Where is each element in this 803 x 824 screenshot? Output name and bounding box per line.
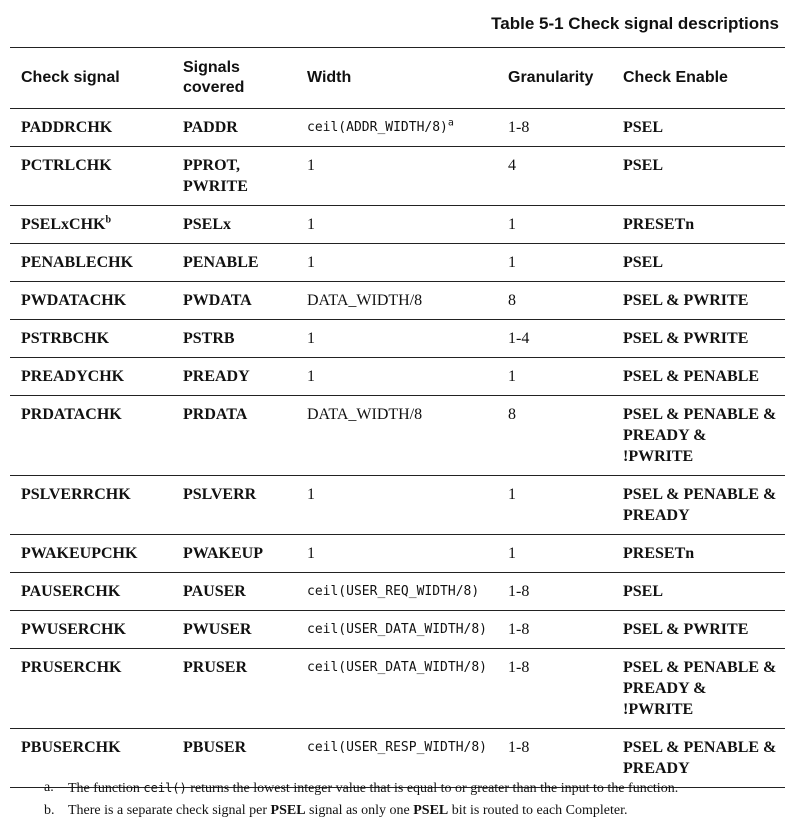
- cell-check-enable-text: PSEL & PWRITE: [623, 330, 749, 347]
- cell-check-enable: [612, 649, 785, 729]
- cell-granularity: [497, 147, 612, 206]
- cell-width: [296, 244, 497, 282]
- table-row: [10, 535, 785, 573]
- footnote-text: [68, 800, 628, 822]
- cell-width-text: ceil(ADDR_WIDTH/8): [307, 120, 448, 135]
- cell-width: [296, 396, 497, 476]
- cell-granularity: [497, 611, 612, 649]
- table-row: [10, 358, 785, 396]
- cell-check-signal-text: PSELxCHK: [21, 216, 106, 233]
- cell-granularity-text: 8: [508, 406, 516, 423]
- cell-signals-covered-text: PRDATA: [183, 406, 248, 423]
- table-row: [10, 206, 785, 244]
- cell-signals-covered: [172, 611, 296, 649]
- cell-signals-covered-text: PADDR: [183, 119, 238, 136]
- cell-width-text: DATA_WIDTH/8: [307, 292, 423, 309]
- cell-signals-covered-text: PAUSER: [183, 583, 246, 600]
- header-signals-covered: Signals covered: [172, 48, 296, 109]
- cell-width: [296, 147, 497, 206]
- cell-check-enable-text: PSEL & PWRITE: [623, 292, 749, 309]
- cell-check-enable: [612, 396, 785, 476]
- cell-check-enable-text: PSEL: [623, 119, 664, 136]
- cell-granularity: [497, 573, 612, 611]
- table-row: [10, 396, 785, 476]
- cell-check-enable: [612, 147, 785, 206]
- cell-granularity: [497, 206, 612, 244]
- cell-check-enable-text: PSEL & PENABLE & PREADY: [623, 486, 777, 524]
- cell-signals-covered-text: PBUSER: [183, 739, 247, 756]
- cell-granularity-text: 1: [508, 254, 516, 271]
- footnote-fragment: There is a separate check signal per: [68, 803, 271, 818]
- cell-signals-covered: [172, 109, 296, 147]
- check-signal-table: [10, 47, 785, 788]
- cell-granularity-text: 4: [508, 157, 516, 174]
- footnote-fragment: bit is routed to each Completer.: [448, 803, 628, 818]
- cell-width: [296, 476, 497, 535]
- cell-check-signal: [10, 244, 172, 282]
- cell-signals-covered-text: PWDATA: [183, 292, 252, 309]
- cell-signals-covered: [172, 282, 296, 320]
- cell-check-signal-text: PWDATACHK: [21, 292, 127, 309]
- footnote-marker: b: [105, 214, 112, 226]
- cell-width-text: 1: [307, 254, 315, 271]
- cell-granularity: [497, 282, 612, 320]
- cell-signals-covered: [172, 535, 296, 573]
- cell-width: [296, 109, 497, 147]
- footnote: [44, 777, 784, 800]
- cell-width-text: ceil(USER_DATA_WIDTH/8): [307, 622, 488, 637]
- cell-check-signal-text: PBUSERCHK: [21, 739, 121, 756]
- cell-check-enable-text: PSEL & PWRITE: [623, 621, 749, 638]
- cell-check-enable: [612, 573, 785, 611]
- cell-check-signal-text: PENABLECHK: [21, 254, 134, 271]
- cell-signals-covered: [172, 206, 296, 244]
- table-row: [10, 476, 785, 535]
- cell-signals-covered-text: PPROT, PWRITE: [183, 157, 248, 195]
- cell-check-enable-text: PRESETn: [623, 216, 695, 233]
- cell-check-signal: [10, 206, 172, 244]
- cell-check-signal: [10, 573, 172, 611]
- cell-check-enable-text: PSEL & PENABLE & PREADY: [623, 739, 777, 777]
- cell-granularity-text: 1: [508, 545, 516, 562]
- cell-granularity-text: 1: [508, 368, 516, 385]
- cell-width: [296, 282, 497, 320]
- cell-check-signal: [10, 320, 172, 358]
- cell-check-signal: [10, 109, 172, 147]
- cell-check-enable-text: PSEL & PENABLE: [623, 368, 760, 385]
- cell-width-text: ceil(USER_DATA_WIDTH/8): [307, 660, 488, 675]
- cell-check-signal-text: PRUSERCHK: [21, 659, 122, 676]
- cell-check-signal: [10, 282, 172, 320]
- footnote: [44, 800, 784, 822]
- cell-granularity-text: 1-8: [508, 659, 530, 676]
- cell-check-enable: [612, 476, 785, 535]
- cell-check-signal: [10, 358, 172, 396]
- cell-granularity: [497, 358, 612, 396]
- footnote-fragment: PSEL: [413, 803, 449, 818]
- cell-width: [296, 320, 497, 358]
- footnote-letter: b.: [44, 803, 55, 818]
- cell-signals-covered: [172, 573, 296, 611]
- cell-granularity-text: 8: [508, 292, 516, 309]
- cell-granularity-text: 1-8: [508, 583, 530, 600]
- cell-signals-covered: [172, 244, 296, 282]
- cell-check-signal-text: PREADYCHK: [21, 368, 125, 385]
- cell-check-enable-text: PSEL: [623, 583, 664, 600]
- footnote-fragment: PSEL: [270, 803, 306, 818]
- footnote-fragment: signal as only one: [305, 803, 414, 818]
- cell-check-enable: [612, 358, 785, 396]
- cell-check-signal: [10, 535, 172, 573]
- cell-width: [296, 649, 497, 729]
- cell-check-enable-text: PSEL: [623, 254, 664, 271]
- cell-granularity-text: 1-8: [508, 739, 530, 756]
- cell-check-enable: [612, 109, 785, 147]
- cell-granularity: [497, 109, 612, 147]
- cell-signals-covered: [172, 358, 296, 396]
- cell-width-text: 1: [307, 486, 315, 503]
- cell-check-enable-text: PSEL: [623, 157, 664, 174]
- footnote-text: [68, 777, 678, 800]
- footnote-fragment: returns the lowest integer value that is equal to or greater than the input to the function.: [186, 781, 679, 796]
- cell-check-signal-text: PSLVERRCHK: [21, 486, 131, 503]
- cell-granularity-text: 1-8: [508, 119, 530, 136]
- table-row: [10, 109, 785, 147]
- table-row: [10, 244, 785, 282]
- cell-width-text: ceil(USER_RESP_WIDTH/8): [307, 740, 488, 755]
- cell-check-signal-text: PCTRLCHK: [21, 157, 112, 174]
- header-check-enable: Check Enable: [612, 48, 785, 109]
- table-row: [10, 147, 785, 206]
- cell-check-signal-text: PRDATACHK: [21, 406, 122, 423]
- cell-check-enable-text: PRESETn: [623, 545, 695, 562]
- cell-width: [296, 535, 497, 573]
- cell-signals-covered-text: PSLVERR: [183, 486, 257, 503]
- cell-check-signal-text: PAUSERCHK: [21, 583, 121, 600]
- footnote-fragment: The function: [68, 781, 144, 796]
- table-row: [10, 282, 785, 320]
- cell-width: [296, 358, 497, 396]
- cell-signals-covered-text: PWUSER: [183, 621, 252, 638]
- cell-signals-covered-text: PENABLE: [183, 254, 259, 271]
- cell-granularity: [497, 535, 612, 573]
- cell-signals-covered-text: PWAKEUP: [183, 545, 263, 562]
- cell-check-signal: [10, 611, 172, 649]
- cell-width-text: ceil(USER_REQ_WIDTH/8): [307, 584, 480, 599]
- cell-width-text: 1: [307, 545, 315, 562]
- cell-width-text: 1: [307, 330, 315, 347]
- cell-check-signal: [10, 649, 172, 729]
- cell-granularity: [497, 476, 612, 535]
- table-row: [10, 649, 785, 729]
- cell-granularity: [497, 320, 612, 358]
- cell-check-enable: [612, 282, 785, 320]
- cell-check-signal-text: PADDRCHK: [21, 119, 113, 136]
- table-caption: Table 5-1 Check signal descriptions: [491, 14, 779, 33]
- cell-width-text: DATA_WIDTH/8: [307, 406, 423, 423]
- cell-granularity: [497, 396, 612, 476]
- cell-width-text: 1: [307, 157, 315, 174]
- table-row: [10, 573, 785, 611]
- cell-granularity-text: 1-8: [508, 621, 530, 638]
- cell-signals-covered-text: PREADY: [183, 368, 250, 385]
- cell-check-enable-text: PSEL & PENABLE & PREADY & !PWRITE: [623, 659, 777, 718]
- footnote-fragment: ceil(): [143, 781, 187, 795]
- cell-signals-covered: [172, 649, 296, 729]
- cell-granularity-text: 1: [508, 486, 516, 503]
- cell-check-signal-text: PWAKEUPCHK: [21, 545, 138, 562]
- cell-signals-covered: [172, 476, 296, 535]
- cell-granularity: [497, 649, 612, 729]
- cell-signals-covered: [172, 396, 296, 476]
- cell-check-enable: [612, 320, 785, 358]
- cell-check-signal: [10, 147, 172, 206]
- cell-signals-covered: [172, 320, 296, 358]
- table-row: [10, 320, 785, 358]
- cell-granularity-text: 1: [508, 216, 516, 233]
- cell-check-signal-text: PSTRBCHK: [21, 330, 110, 347]
- header-check-signal: Check signal: [10, 48, 172, 109]
- table-body: [10, 109, 785, 788]
- cell-width-text: 1: [307, 216, 315, 233]
- header-granularity: Granularity: [497, 48, 612, 109]
- cell-width: [296, 611, 497, 649]
- cell-width: [296, 206, 497, 244]
- cell-width-text: 1: [307, 368, 315, 385]
- header-row: [10, 48, 785, 109]
- cell-signals-covered-text: PSTRB: [183, 330, 235, 347]
- cell-check-signal-text: PWUSERCHK: [21, 621, 126, 638]
- header-width: Width: [296, 48, 497, 109]
- cell-granularity-text: 1-4: [508, 330, 530, 347]
- cell-check-enable: [612, 244, 785, 282]
- cell-check-signal: [10, 476, 172, 535]
- footnotes: [44, 777, 784, 822]
- cell-signals-covered-text: PRUSER: [183, 659, 248, 676]
- cell-width: [296, 573, 497, 611]
- cell-check-signal: [10, 396, 172, 476]
- cell-check-enable: [612, 535, 785, 573]
- cell-signals-covered-text: PSELx: [183, 216, 232, 233]
- cell-granularity: [497, 244, 612, 282]
- cell-signals-covered: [172, 147, 296, 206]
- cell-check-enable-text: PSEL & PENABLE & PREADY & !PWRITE: [623, 406, 777, 465]
- footnote-marker: a: [447, 117, 454, 129]
- table-row: [10, 611, 785, 649]
- cell-check-enable: [612, 611, 785, 649]
- footnote-letter: a.: [44, 780, 54, 795]
- cell-check-enable: [612, 206, 785, 244]
